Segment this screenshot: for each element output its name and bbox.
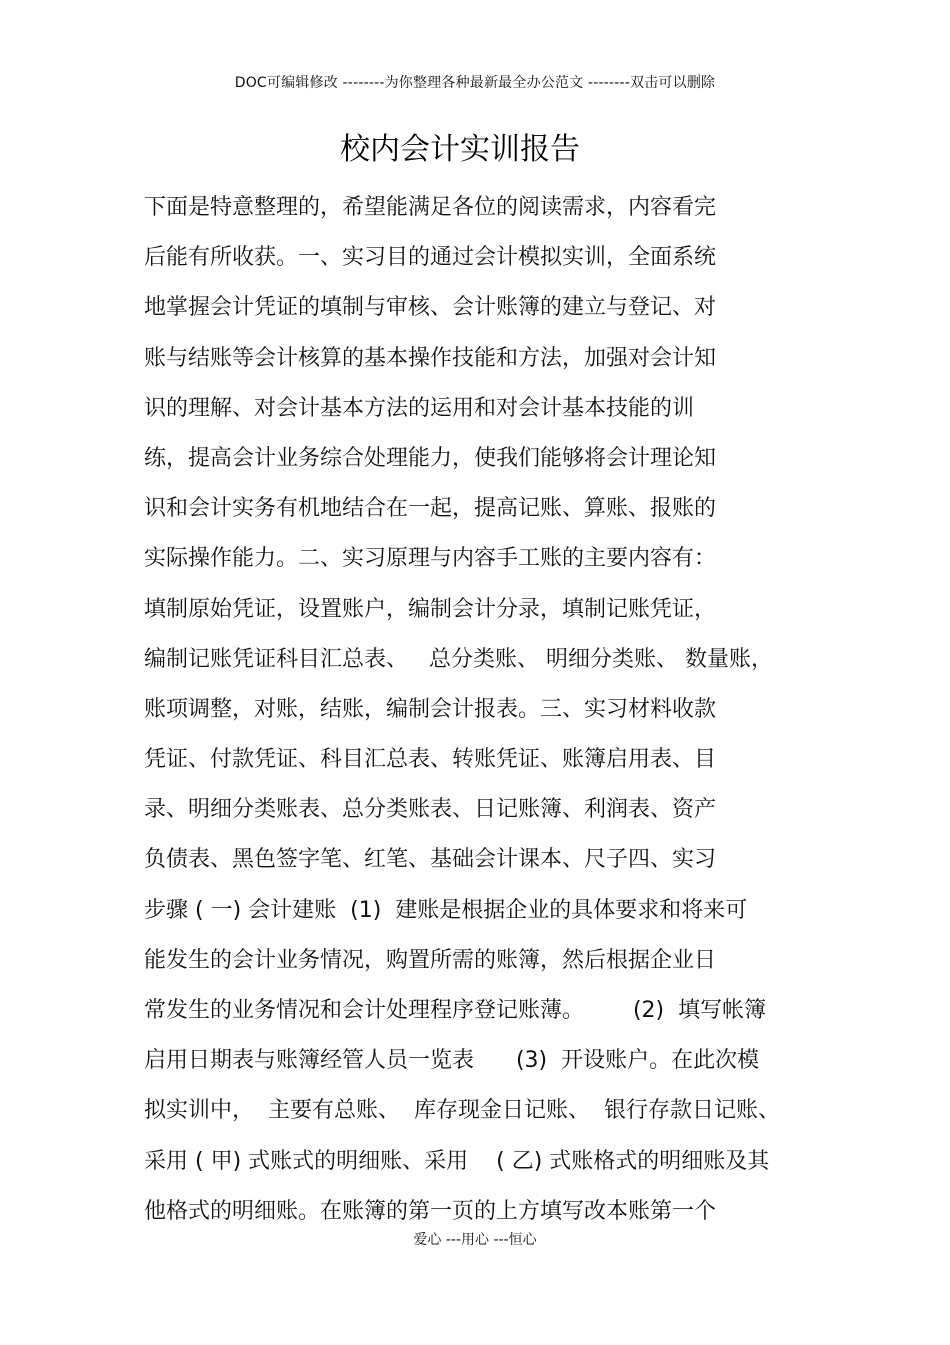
body-line: 下面是特意整理的，希望能满足各位的阅读需求，内容看完 [144,195,717,220]
document-body [144,190,824,1244]
body-line: 练，提高会计业务综合处理能力，使我们能够将会计理论知 [144,445,717,471]
body-line: 填制原始凭证，设置账户，编制会计分录，填制记账凭证， [144,596,717,622]
document-title: 校内会计实训报告 [340,132,580,167]
body-line: 负债表、黑色签字笔、红笔、基础会计课本、尺子四、实习 [144,847,717,873]
body-line: 凭证、付款凭证、科目汇总表、转账凭证、账簿启用表、目 [144,747,717,773]
body-line: 账与结账等会计核算的基本操作技能和方法，加强对会计知 [144,345,717,371]
body-line: 后能有所收获。一、实习目的通过会计模拟实训，全面系统 [144,245,717,271]
body-line: 地掌握会计凭证的填制与审核、会计账簿的建立与登记、对 [144,295,717,321]
page-header: DOC可编辑修改 --------为你整理各种最新最全办公范文 --------双击可以删除 [234,75,716,91]
body-line: 拟实训中， 主要有总账、 库存现金日记账、 银行存款日记账、 [144,1098,780,1124]
body-line: 他格式的明细账。在账簿的第一页的上方填写改本账第一个 [144,1198,717,1224]
body-line: 启用日期表与账簿经管人员一览表 (3) 开设账户。在此次模 [144,1048,760,1074]
body-line: 采用 ( 甲) 式账式的明细账、采用 ( 乙) 式账格式的明细账及其 [144,1148,770,1174]
body-line: 识的理解、对会计基本方法的运用和对会计基本技能的训 [144,395,695,421]
page-footer: 爱心 ---用心 ---恒心 [413,1232,537,1248]
body-line: 录、明细分类账表、总分类账表、日记账簿、利润表、资产 [144,797,717,823]
body-line: 能发生的会计业务情况，购置所需的账簿，然后根据企业日 [144,947,717,973]
body-line: 识和会计实务有机地结合在一起，提高记账、算账、报账的 [144,496,717,522]
body-line: 实际操作能力。二、实习原理与内容手工账的主要内容有： [144,546,717,572]
body-line: 编制记账凭证科目汇总表、 总分类账、 明细分类账、 数量账， [144,646,773,672]
body-line: 账项调整，对账，结账，编制会计报表。三、实习材料收款 [144,696,717,722]
body-line: 常发生的业务情况和会计处理程序登记账薄。 (2) 填写帐簿 [144,998,767,1023]
body-line: 步骤 ( 一) 会计建账 (1) 建账是根据企业的具体要求和将来可 [144,897,748,923]
